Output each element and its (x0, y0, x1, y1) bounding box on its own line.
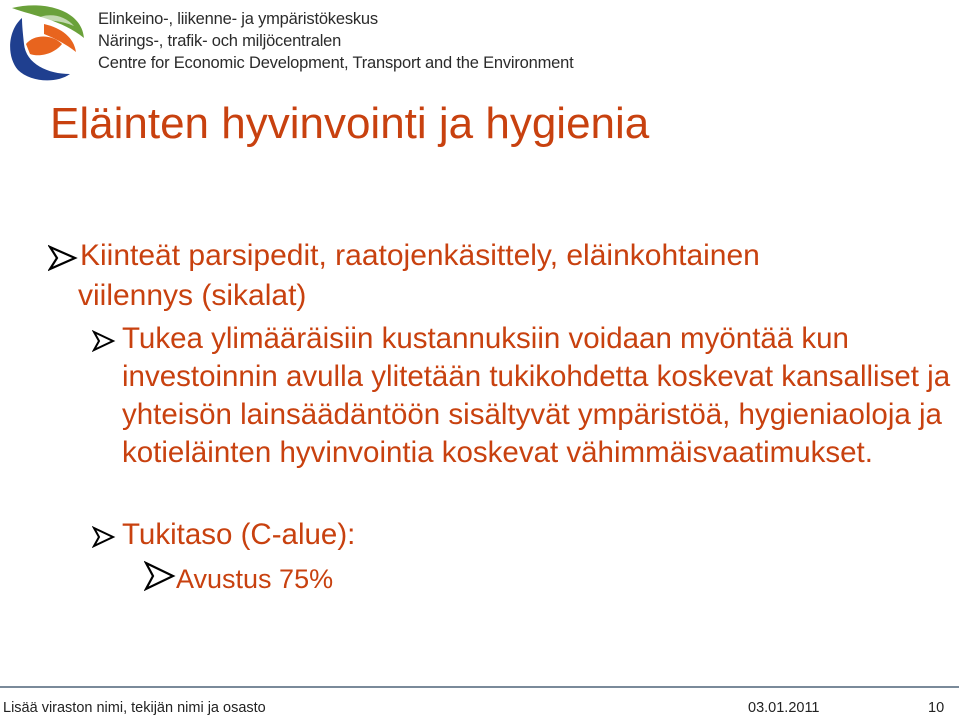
page-number: 10 (928, 700, 945, 716)
slide-title: Eläinten hyvinvointi ja hygienia (50, 99, 650, 148)
arrow-bullet-icon (92, 526, 116, 548)
org-name-swedish: Närings-, trafik- och miljöcentralen (98, 32, 342, 50)
footer-organization: Lisää viraston nimi, tekijän nimi ja osasto (3, 700, 266, 716)
bullet-text: Tukitaso (C-alue): (122, 518, 356, 551)
arrow-bullet-icon (92, 330, 116, 352)
org-name-english: Centre for Economic Development, Transport and the Environment (98, 54, 574, 72)
bullet-text-line: Kiinteät parsipedit, raatojenkäsittely, eläinkohtainen (80, 239, 760, 272)
footer-date: 03.01.2011 (748, 700, 820, 716)
bullet-item-level2 (92, 320, 952, 472)
bullet-text: Tukea ylimääräisiin kustannuksiin voidaan myöntää kun investoinnin avulla ylitetään tukikohdetta koskevat kansalliset ja yhteisön lainsäädäntöön sisältyvät ympäristöä, hygieniaoloja ja kotieläinten hyvinvointia koskevat vähimmäisvaatimukset. (122, 322, 951, 469)
bullet-text: Avustus 75% (176, 564, 334, 594)
bullet-item-level3 (144, 560, 333, 598)
bullet-item-level2 (92, 515, 355, 555)
slide-footer (0, 686, 959, 721)
bullet-item-level1 (52, 236, 912, 316)
bullet-text-line: viilennys (sikalat) (78, 279, 307, 312)
arrow-bullet-icon (48, 244, 78, 272)
org-name-finnish: Elinkeino-, liikenne- ja ympäristökeskus (98, 10, 378, 28)
arrow-bullet-icon (144, 560, 176, 592)
